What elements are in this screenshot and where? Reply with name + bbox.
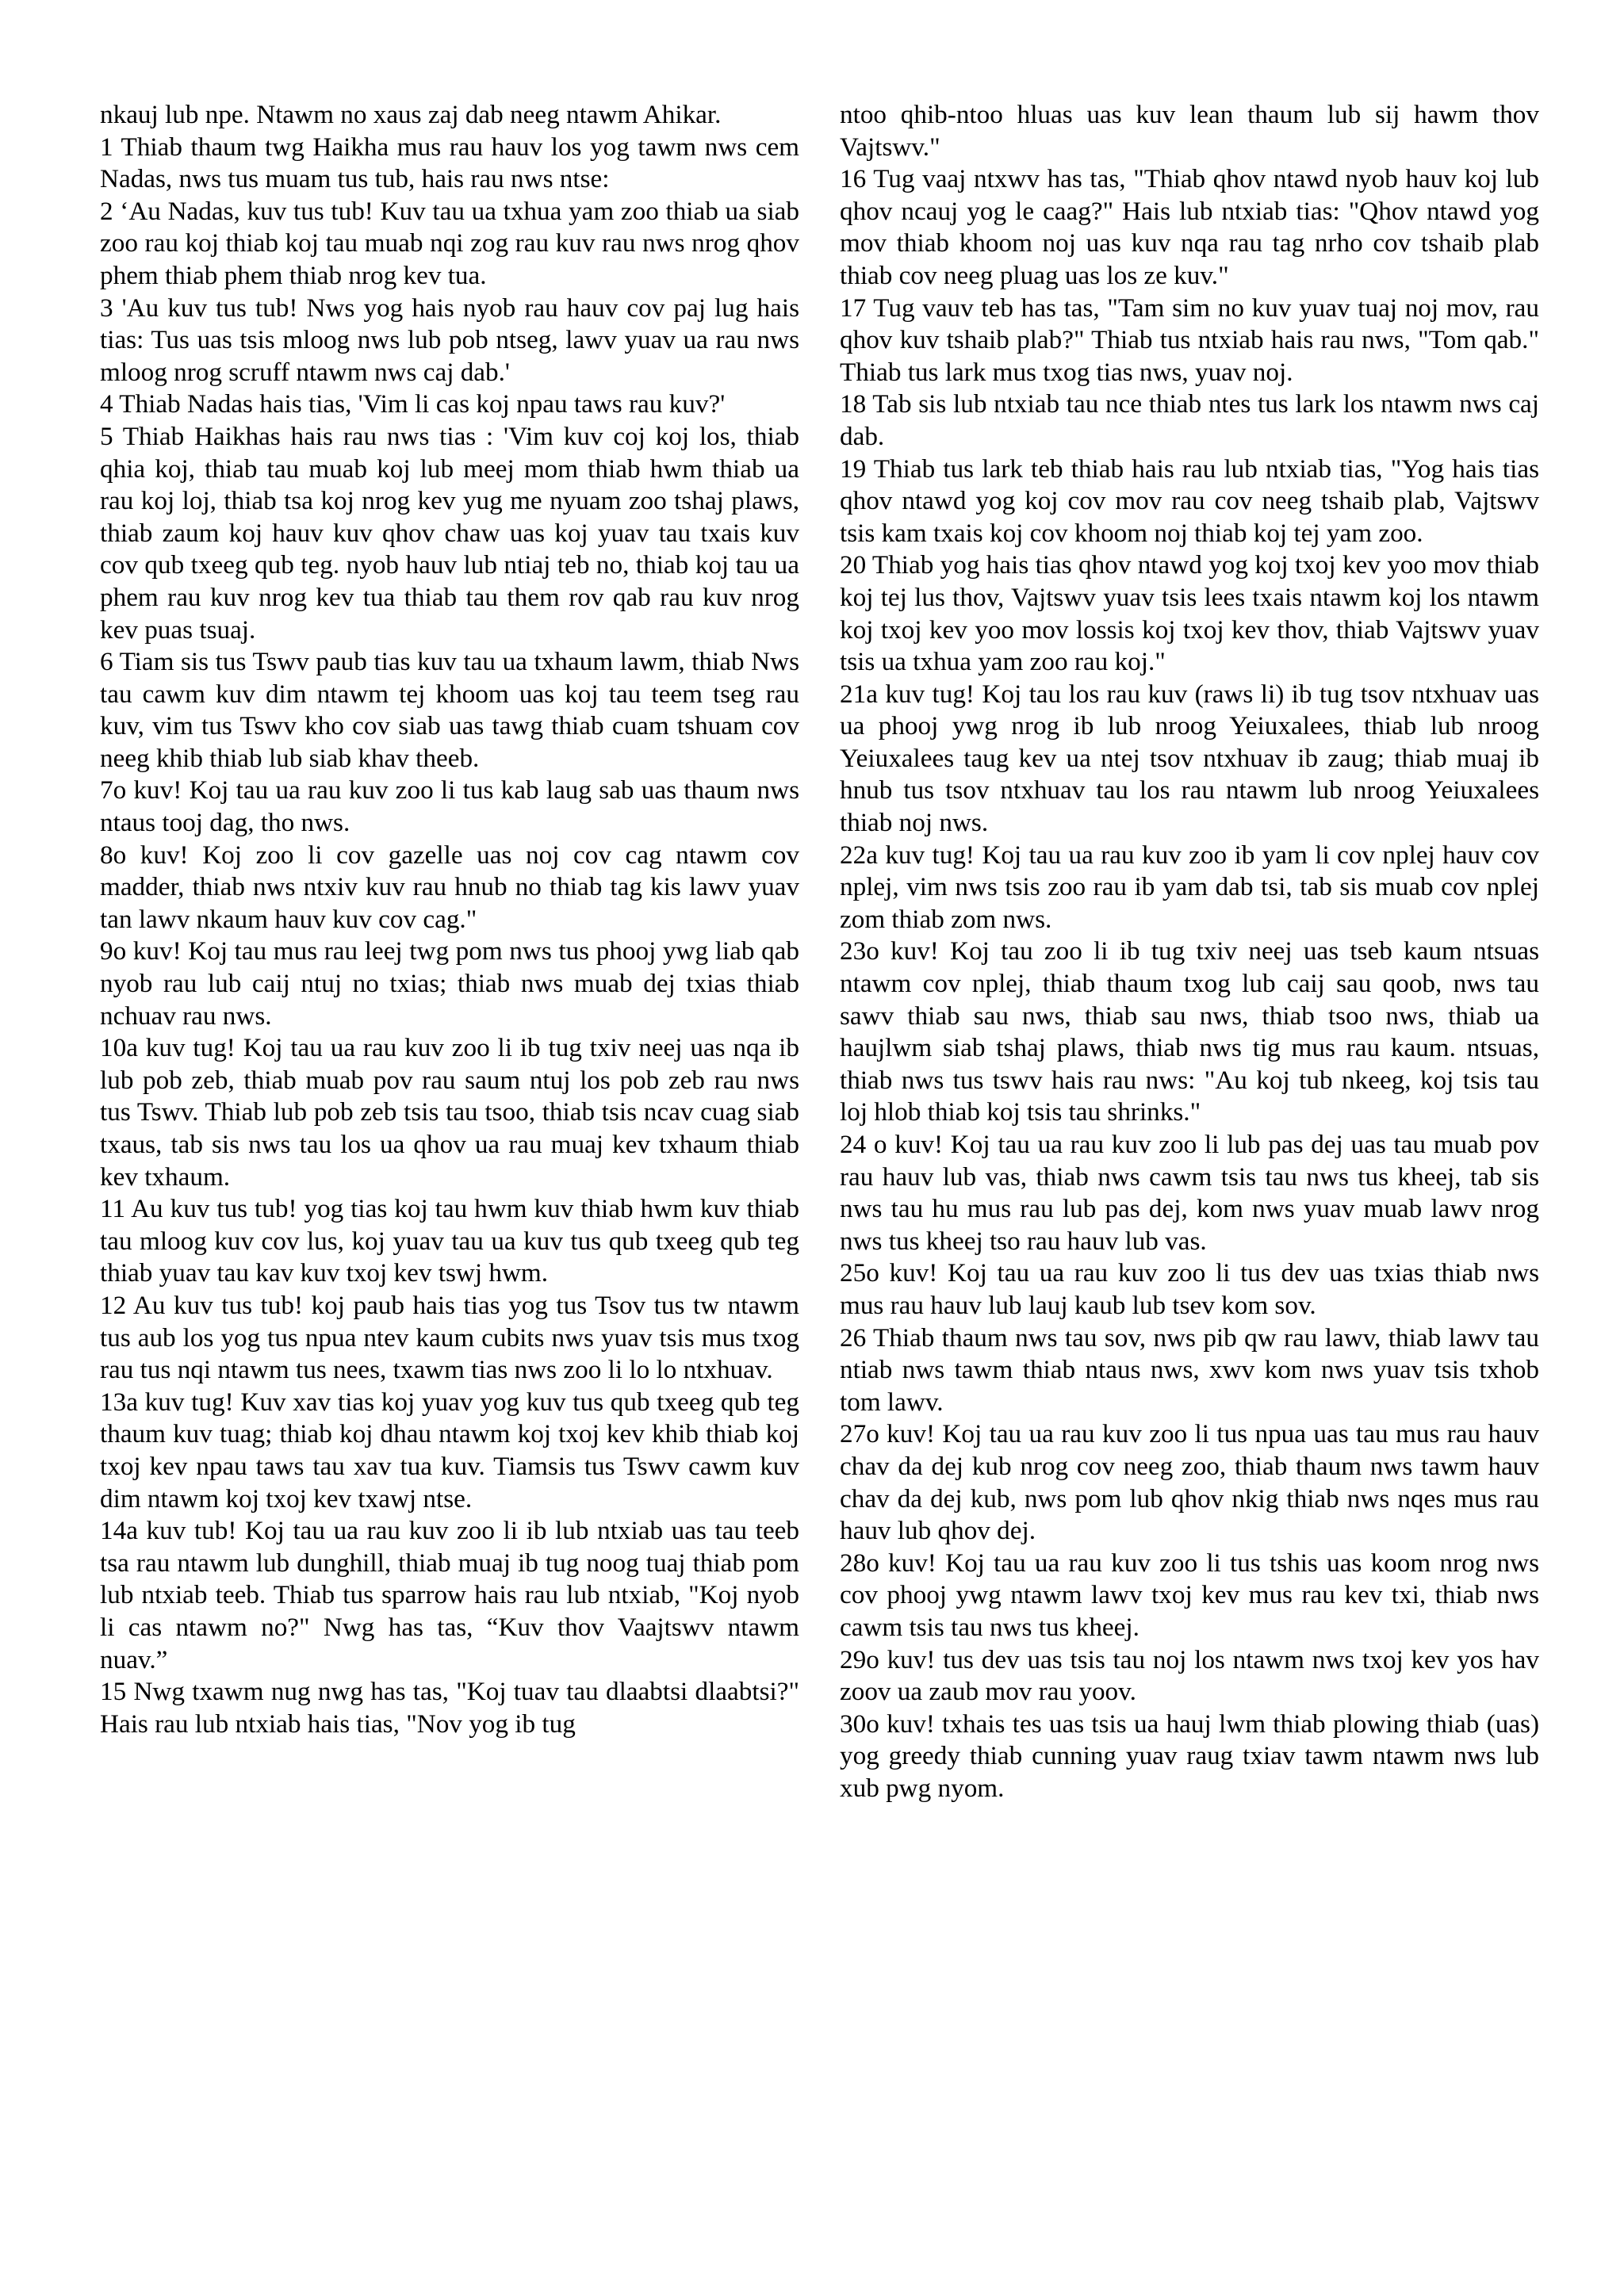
paragraph: 25o kuv! Koj tau ua rau kuv zoo li tus dev uas txias thiab nws mus rau hauv lub lauj kaub lub tsev kom sov.	[840, 1258, 1539, 1320]
paragraph: 9o kuv! Koj tau mus rau leej twg pom nws tus phooj ywg liab qab nyob rau lub caij ntuj no txias; thiab nws muab dej txias thiab nchuav rau nws.	[100, 936, 799, 1031]
paragraph: 23o kuv! Koj tau zoo li ib tug txiv neej uas tseb kaum ntsuas ntawm cov nplej, thiab thaum txog lub caij sau qoob, nws tau sawv thiab sau nws, thiab sau nws, thiab tsoo nws, thiab ua haujlwm siab tshaj plaws, thiab nws tig mus rau kaum. ntsuas, thiab nws tus tswv hais rau nws: "Au koj tub nkeeg, koj tsis tau loj hlob thiab koj tsis tau shrinks."	[840, 936, 1539, 1127]
paragraph: 19 Thiab tus lark teb thiab hais rau lub ntxiab tias, "Yog hais tias qhov ntawd yog koj cov mov rau cov neeg tshaib plab, Vajtswv tsis kam txais koj cov khoom noj thiab koj tej yam zoo.	[840, 453, 1539, 548]
paragraph: 2 ‘Au Nadas, kuv tus tub! Kuv tau ua txhua yam zoo thiab ua siab zoo rau koj thiab koj tau muab nqi zog rau kuv rau nws nrog qhov phem thiab phem thiab nrog kev tua.	[100, 196, 799, 290]
paragraph: 7o kuv! Koj tau ua rau kuv zoo li tus kab laug sab uas thaum nws ntaus tooj dag, tho nws.	[100, 775, 799, 838]
paragraph: 5 Thiab Haikhas hais rau nws tias : 'Vim kuv coj koj los, thiab qhia koj, thiab tau muab koj lub meej mom thiab hwm thiab ua rau koj loj, thiab tsa koj nrog kev yug me nyuam zoo tshaj plaws, thiab zaum koj hauv kuv qhov chaw uas koj yuav tau txais kuv cov qub txeeg qub teg. nyob hauv lub ntiaj teb no, thiab koj tau ua phem rau kuv nrog kev tua thiab tau them rov qab rau kuv nrog kev puas tsuaj.	[100, 421, 799, 645]
paragraph: ntoo qhib-ntoo hluas uas kuv lean thaum lub sij hawm thov Vajtswv."	[840, 100, 1539, 162]
paragraph: 29o kuv! tus dev uas tsis tau noj los ntawm nws txoj kev yos hav zoov ua zaub mov rau yoov.	[840, 1644, 1539, 1707]
paragraph: nkauj lub npe. Ntawm no xaus zaj dab neeg ntawm Ahikar.	[100, 100, 722, 129]
paragraph: 12 Au kuv tus tub! koj paub hais tias yog tus Tsov tus tw ntawm tus aub los yog tus npua ntev kaum cubits nws yuav tsis mus txog rau tus nqi ntawm tus nees, txawm tias nws zoo li lo lo ntxhuav.	[100, 1290, 799, 1385]
paragraph: 11 Au kuv tus tub! yog tias koj tau hwm kuv thiab hwm kuv thiab tau mloog kuv cov lus, koj yuav tau ua kuv tus qub txeeg qub teg thiab yuav tau kav kuv txoj kev tswj hwm.	[100, 1194, 799, 1288]
paragraph: 17 Tug vauv teb has tas, "Tam sim no kuv yuav tuaj noj mov, rau qhov kuv tshaib plab?" Thiab tus ntxiab hais rau nws, "Tom qab." Thiab tus lark mus txog tias nws, yuav noj.	[840, 293, 1539, 387]
paragraph: 26 Thiab thaum nws tau sov, nws pib qw rau lawv, thiab lawv tau ntiab nws tawm thiab ntaus nws, xwv kom nws yuav tsis txhob tom lawv.	[840, 1322, 1539, 1417]
left-text-column	[100, 99, 799, 1740]
paragraph: 18 Tab sis lub ntxiab tau nce thiab ntes tus lark los ntawm nws caj dab.	[840, 389, 1539, 451]
right-text-column	[840, 99, 1539, 1804]
paragraph: 27o kuv! Koj tau ua rau kuv zoo li tus npua uas tau mus rau hauv chav da dej kub nrog cov neeg zoo, thiab thaum nws tawm hauv chav da dej kub, nws pom lub qhov nkig thiab nws nqes mus rau hauv lub qhov dej.	[840, 1419, 1539, 1546]
paragraph: 21a kuv tug! Koj tau los rau kuv (raws li) ib tug tsov ntxhuav uas ua phooj ywg nrog ib lub nroog Yeiuxalees, thiab lub nroog Yeiuxalees taug kev ua ntej tsov ntxhuav ib zaug; thiab muaj ib hnub tus tsov ntxhuav tau los rau ntawm lub nroog Yeiuxalees thiab noj nws.	[840, 679, 1539, 838]
paragraph: 14a kuv tub! Koj tau ua rau kuv zoo li ib lub ntxiab uas tau teeb tsa rau ntawm lub dunghill, thiab muaj ib tug noog tuaj thiab pom lub ntxiab teeb. Thiab tus sparrow hais rau lub ntxiab, "Koj nyob li cas ntawm no?" Nwg has tas, “Kuv thov Vaajtswv ntawm nuav.”	[100, 1516, 799, 1674]
paragraph: 20 Thiab yog hais tias qhov ntawd yog koj txoj kev yoo mov thiab koj tej lus thov, Vajtswv yuav tsis lees txais ntawm koj los ntawm koj txoj kev yoo mov lossis koj txoj kev thov, thiab Vajtswv yuav tsis ua txhua yam zoo rau koj."	[840, 550, 1539, 677]
paragraph: 15 Nwg txawm nug nwg has tas, "Koj tuav tau dlaabtsi dlaabtsi?" Hais rau lub ntxiab hais tias, "Nov yog ib tug	[100, 1677, 799, 1739]
paragraph: 13a kuv tug! Kuv xav tias koj yuav yog kuv tus qub txeeg qub teg thaum kuv tuag; thiab koj dhau ntawm koj txoj kev khib thiab koj txoj kev npau taws tau xav tua kuv. Tiamsis tus Tswv cawm kuv dim ntawm koj txoj kev txawj ntse.	[100, 1387, 799, 1513]
paragraph: 24 o kuv! Koj tau ua rau kuv zoo li lub pas dej uas tau muab pov rau hauv lub vas, thiab nws cawm tsis tau nws tus kheej, tab sis nws tau hu mus rau lub pas dej, kom nws yuav muab lawv nrog nws tus kheej tso rau hauv lub vas.	[840, 1130, 1539, 1256]
paragraph: 8o kuv! Koj zoo li cov gazelle uas noj cov cag ntawm cov madder, thiab nws ntxiv kuv rau hnub no thiab tag kis lawv yuav tan lawv nkaum hauv kuv cov cag."	[100, 840, 799, 934]
paragraph: 1 Thiab thaum twg Haikha mus rau hauv los yog tawm nws cem Nadas, nws tus muam tus tub, hais rau nws ntse:	[100, 132, 799, 194]
paragraph: 10a kuv tug! Koj tau ua rau kuv zoo li ib tug txiv neej uas nqa ib lub pob zeb, thiab muab pov rau saum ntuj los pob zeb rau nws tus Tswv. Thiab lub pob zeb tsis tau tsoo, thiab tsis ncav cuag siab txaus, tab sis nws tau los ua qhov ua rau muaj kev txhaum thiab kev txhaum.	[100, 1033, 799, 1192]
paragraph: 16 Tug vaaj ntxwv has tas, "Thiab qhov ntawd nyob hauv koj lub qhov ncauj yog le caag?" Hais lub ntxiab tias: "Qhov ntawd yog mov thiab khoom noj uas kuv nqa rau tag nrho cov tshaib plab thiab cov neeg pluag uas los ze kuv."	[840, 164, 1539, 290]
paragraph: 4 Thiab Nadas hais tias, 'Vim li cas koj npau taws rau kuv?'	[100, 389, 726, 419]
paragraph: 28o kuv! Koj tau ua rau kuv zoo li tus tshis uas koom nrog nws cov phooj ywg ntawm lawv txoj kev mus rau kev txi, thiab nws cawm tsis tau nws tus kheej.	[840, 1548, 1539, 1642]
paragraph: 3 'Au kuv tus tub! Nws yog hais nyob rau hauv cov paj lug hais tias: Tus uas tsis mloog nws lub pob ntseg, lawv yuav ua rau nws mloog nrog scruff ntawm nws caj dab.'	[100, 293, 799, 387]
paragraph: 30o kuv! txhais tes uas tsis ua hauj lwm thiab plowing thiab (uas) yog greedy thiab cunning yuav raug txiav tawm ntawm nws lub xub pwg nyom.	[840, 1709, 1539, 1803]
paragraph: 22a kuv tug! Koj tau ua rau kuv zoo ib yam li cov nplej hauv cov nplej, vim nws tsis zoo rau ib yam dab tsi, tab sis muab cov nplej zom thiab zom nws.	[840, 840, 1539, 934]
paragraph: 6 Tiam sis tus Tswv paub tias kuv tau ua txhaum lawm, thiab Nws tau cawm kuv dim ntawm tej khoom uas koj tau teem tseg rau kuv, vim tus Tswv kho cov siab uas tawg thiab cuam tshuam cov neeg khib thiab lub siab khav theeb.	[100, 647, 799, 773]
